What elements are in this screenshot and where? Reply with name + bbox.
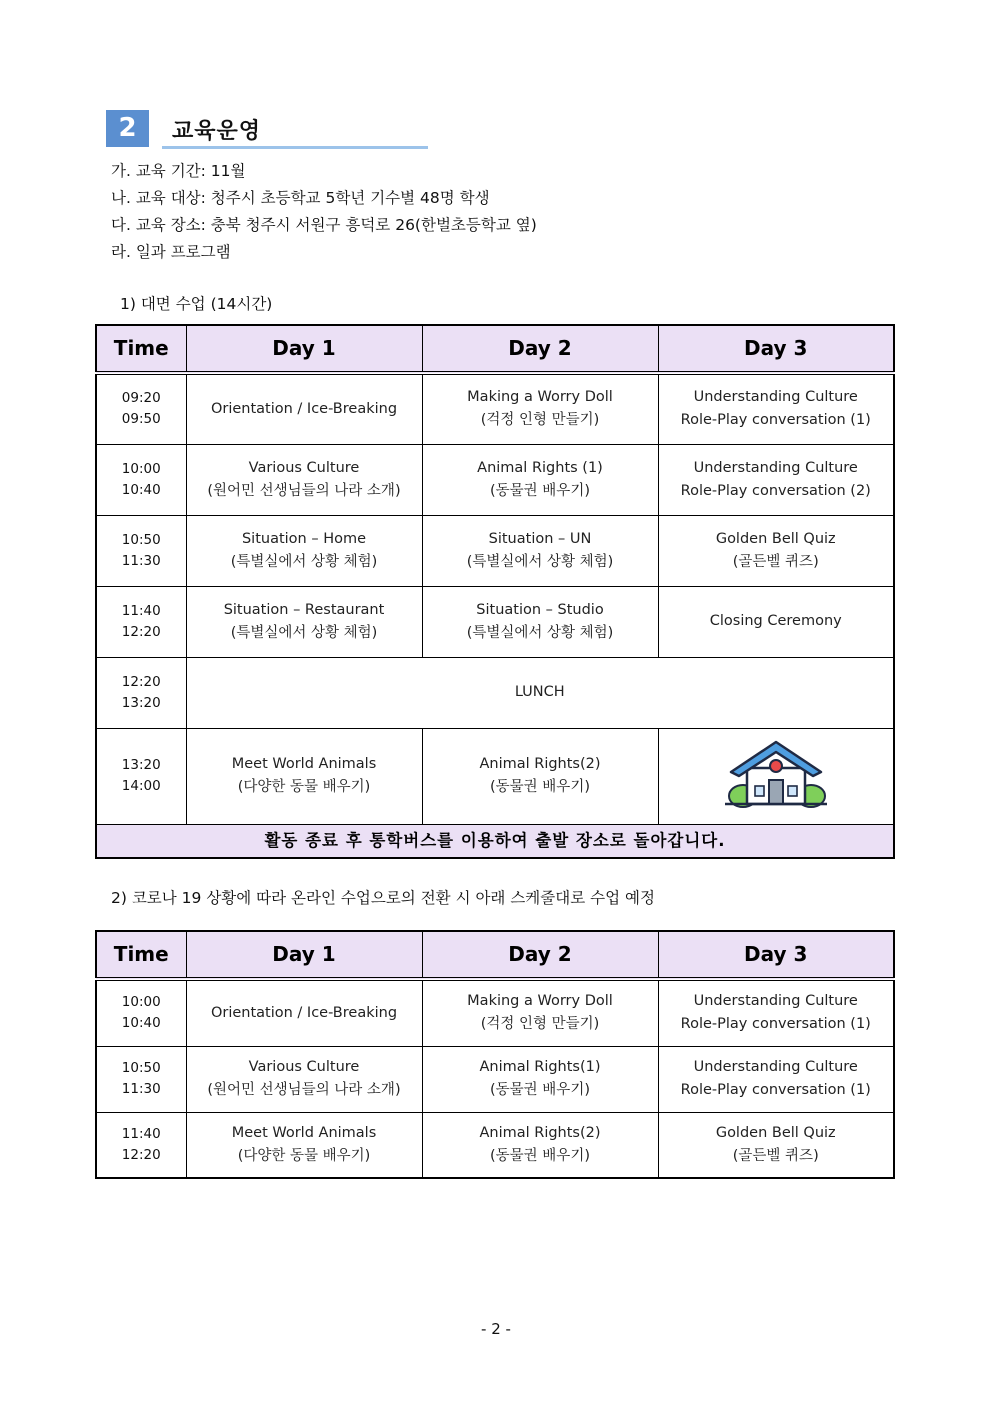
time-cell: 10:00 10:40 bbox=[96, 444, 186, 515]
table-row bbox=[96, 1046, 894, 1112]
day2-cell: Making a Worry Doll (걱정 인형 만들기) bbox=[422, 373, 658, 444]
day2-cell: Animal Rights(2) (동물권 배우기) bbox=[422, 728, 658, 824]
footer-note: 활동 종료 후 통학버스를 이용하여 출발 장소로 돌아갑니다. bbox=[96, 824, 894, 858]
table-row bbox=[96, 657, 894, 728]
page-number: - 2 - bbox=[481, 1320, 511, 1338]
header-time: Time bbox=[96, 325, 186, 373]
info-list bbox=[111, 158, 537, 266]
day2-cell: Animal Rights(1) (동물권 배우기) bbox=[422, 1046, 658, 1112]
header-day2: Day 2 bbox=[422, 325, 658, 373]
table-row bbox=[96, 1112, 894, 1178]
day1-cell: Meet World Animals (다양한 동물 배우기) bbox=[186, 1112, 422, 1178]
section-title: 교육운영 bbox=[172, 119, 262, 144]
header-day1: Day 1 bbox=[186, 325, 422, 373]
day2-cell: Situation – Studio (특별실에서 상황 체험) bbox=[422, 586, 658, 657]
table2-heading: 2) 코로나 19 상황에 따라 온라인 수업으로의 전환 시 아래 스케줄대로 수업 예정 bbox=[111, 889, 655, 907]
day3-cell: Understanding Culture Role-Play conversation (1) bbox=[658, 373, 894, 444]
day3-cell: Golden Bell Quiz (골든벨 퀴즈) bbox=[658, 1112, 894, 1178]
time-cell: 10:50 11:30 bbox=[96, 515, 186, 586]
info-line-location: 다. 교육 장소: 충북 청주시 서원구 흥덕로 26(한벌초등학교 옆) bbox=[111, 216, 537, 234]
table-row bbox=[96, 979, 894, 1046]
day3-cell: Understanding Culture Role-Play conversation (1) bbox=[658, 979, 894, 1046]
day3-cell: Closing Ceremony bbox=[658, 586, 894, 657]
time-cell: 09:20 09:50 bbox=[96, 373, 186, 444]
time-cell: 10:00 10:40 bbox=[96, 979, 186, 1046]
day2-cell: Making a Worry Doll (걱정 인형 만들기) bbox=[422, 979, 658, 1046]
day1-cell: Various Culture (원어민 선생님들의 나라 소개) bbox=[186, 1046, 422, 1112]
day1-cell: Orientation / Ice-Breaking bbox=[186, 979, 422, 1046]
day2-cell: Situation – UN (특별실에서 상황 체험) bbox=[422, 515, 658, 586]
table-row bbox=[96, 728, 894, 824]
table1-heading: 1) 대면 수업 (14시간) bbox=[120, 295, 273, 313]
day2-cell: Animal Rights(2) (동물권 배우기) bbox=[422, 1112, 658, 1178]
info-line-program: 라. 일과 프로그램 bbox=[111, 243, 231, 261]
day3-cell bbox=[658, 728, 894, 824]
header-day2: Day 2 bbox=[422, 931, 658, 979]
day1-cell: Situation – Restaurant (특별실에서 상황 체험) bbox=[186, 586, 422, 657]
day3-cell: Understanding Culture Role-Play conversation (1) bbox=[658, 1046, 894, 1112]
info-line-period: 가. 교육 기간: 11월 bbox=[111, 162, 246, 180]
day1-cell: Orientation / Ice-Breaking bbox=[186, 373, 422, 444]
time-cell: 13:20 14:00 bbox=[96, 728, 186, 824]
header-day3: Day 3 bbox=[658, 931, 894, 979]
house-icon bbox=[721, 734, 831, 810]
header-day1: Day 1 bbox=[186, 931, 422, 979]
time-cell: 11:40 12:20 bbox=[96, 586, 186, 657]
day1-cell: Meet World Animals (다양한 동물 배우기) bbox=[186, 728, 422, 824]
online-schedule-table bbox=[95, 930, 895, 1179]
footer-row bbox=[96, 824, 894, 858]
header-day3: Day 3 bbox=[658, 325, 894, 373]
day3-cell: Understanding Culture Role-Play conversation (2) bbox=[658, 444, 894, 515]
day1-cell: Situation – Home (특별실에서 상황 체험) bbox=[186, 515, 422, 586]
offline-schedule-table bbox=[95, 324, 895, 859]
table-row bbox=[96, 515, 894, 586]
table-row bbox=[96, 444, 894, 515]
time-cell: 11:40 12:20 bbox=[96, 1112, 186, 1178]
lunch-cell: LUNCH bbox=[186, 657, 894, 728]
section-header bbox=[106, 110, 428, 150]
info-line-target: 나. 교육 대상: 청주시 초등학교 5학년 기수별 48명 학생 bbox=[111, 189, 490, 207]
section-underline bbox=[162, 146, 428, 149]
day2-cell: Animal Rights (1) (동물권 배우기) bbox=[422, 444, 658, 515]
table-row bbox=[96, 586, 894, 657]
header-time: Time bbox=[96, 931, 186, 979]
day1-cell: Various Culture (원어민 선생님들의 나라 소개) bbox=[186, 444, 422, 515]
section-number-badge: 2 bbox=[106, 110, 149, 147]
day3-cell: Golden Bell Quiz (골든벨 퀴즈) bbox=[658, 515, 894, 586]
table-row bbox=[96, 373, 894, 444]
time-cell: 12:20 13:20 bbox=[96, 657, 186, 728]
time-cell: 10:50 11:30 bbox=[96, 1046, 186, 1112]
